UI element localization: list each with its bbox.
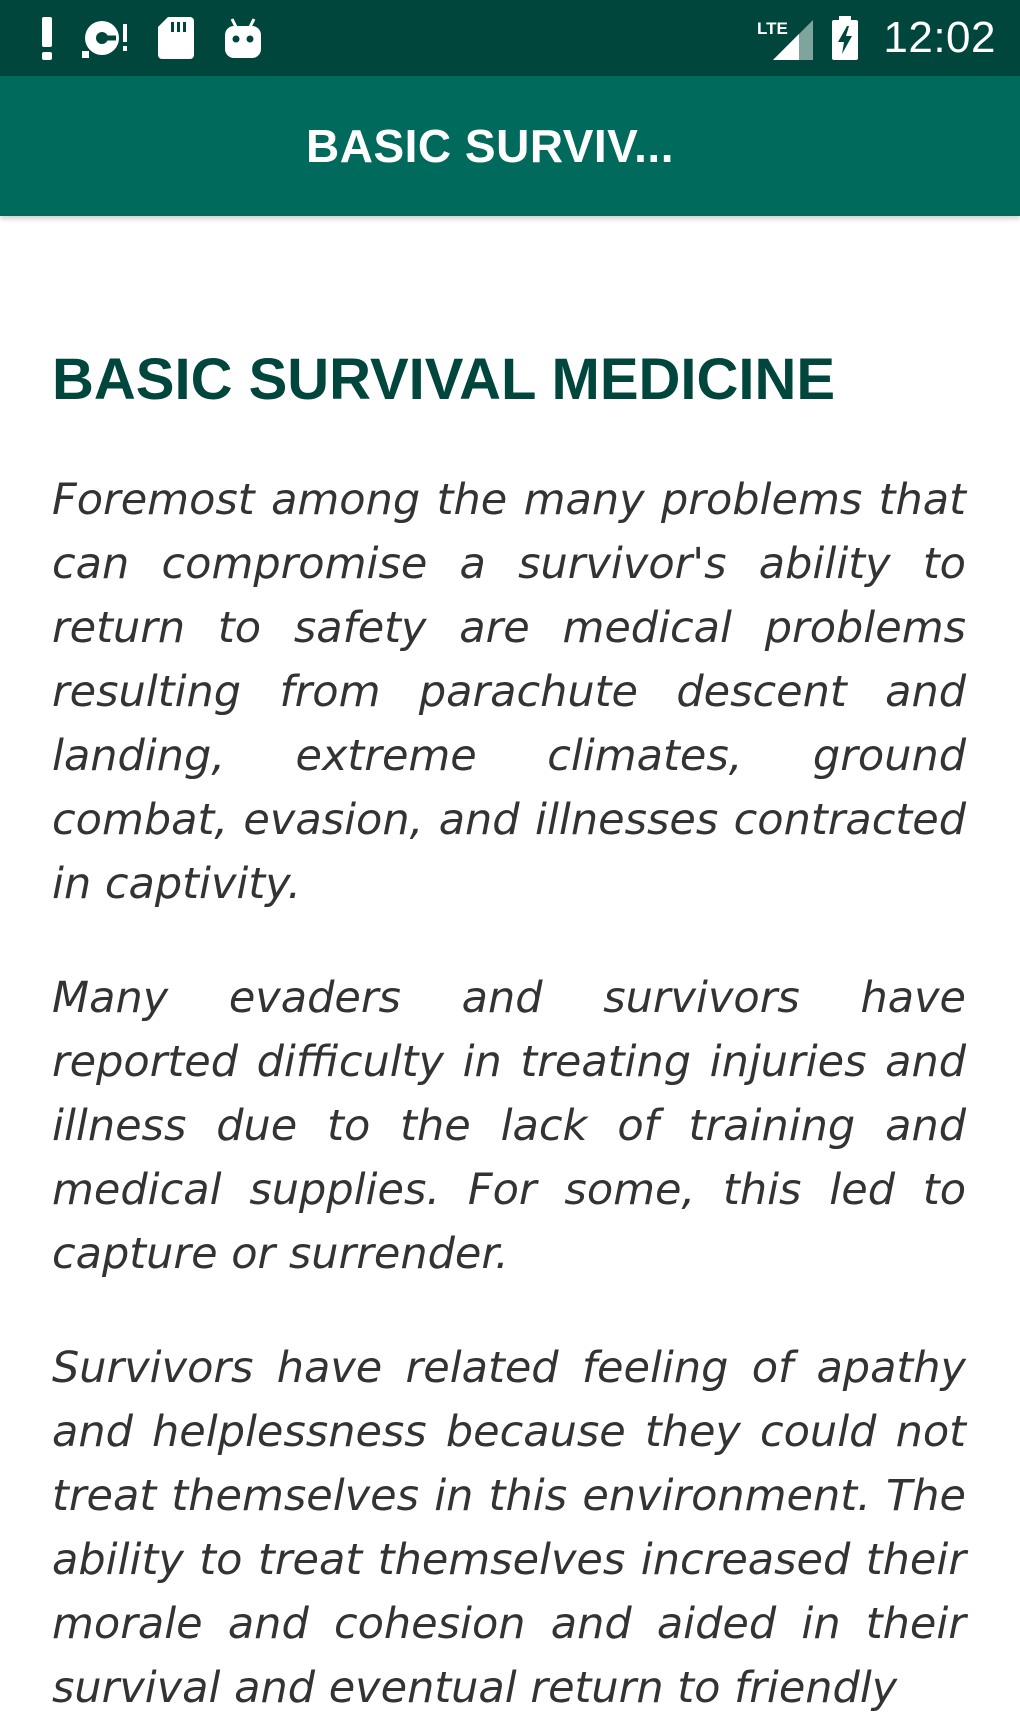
alert-icon [40,15,54,61]
app-bar [0,76,1020,216]
lte-signal-icon [755,14,815,62]
battery-charging-icon [829,14,861,62]
status-bar [0,0,1020,76]
status-time: 12:02 [883,13,996,62]
android-icon [222,15,264,61]
article-content[interactable] [52,216,966,1720]
network-label: LTE [757,19,789,38]
sd-card-icon [156,15,196,61]
article-paragraph-2: Many evaders and survivors have reported difficulty in treating injuries and illness due to the lack of training and medical supplies. For some, this led to capture or surrender. [52,973,966,1279]
article-paragraph-1: Foremost among the many problems that can compromise a survivor's ability to return to safety are medical problems resulting from parachute descent and landing, extreme climates, ground combat, evasion, and illnesses contracted in captivity. [52,475,966,909]
sync-disabled-icon [80,15,130,61]
article-paragraph-3: Survivors have related feeling of apathy and helplessness because they could not treat themselves in this environment. The ability to treat themselves increased their morale and cohesion and aided in their survival and eventual return to friendly [52,1343,966,1713]
notification-icons [40,14,264,62]
app-bar-title: BASIC SURVIV... [306,120,674,172]
system-icons [755,10,996,66]
article-title: BASIC SURVIVAL MEDICINE [52,347,836,412]
